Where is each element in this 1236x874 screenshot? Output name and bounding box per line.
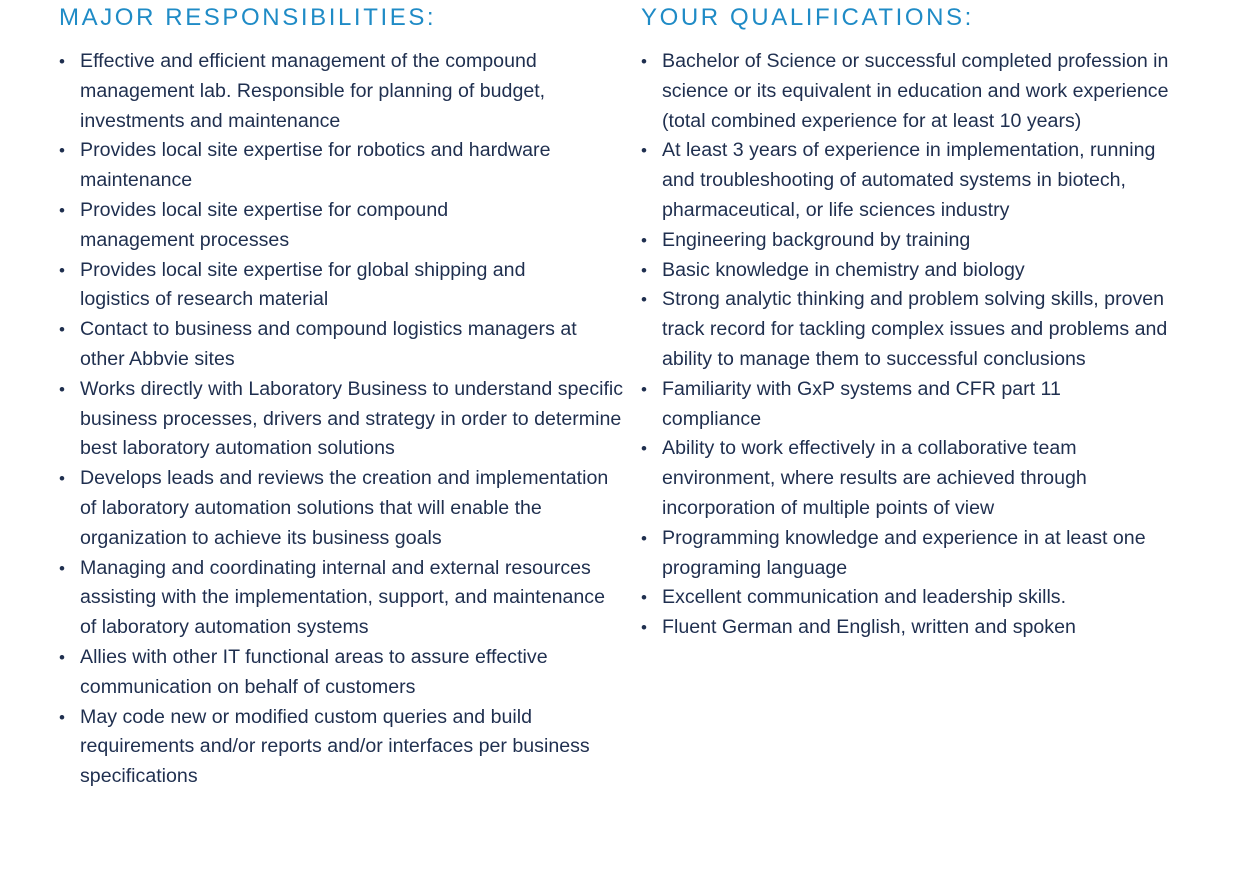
responsibilities-section: [59, 0, 624, 792]
bullet-icon: •: [641, 290, 647, 310]
bullet-icon: •: [59, 52, 65, 71]
responsibilities-list: [59, 47, 624, 792]
qualifications-list: [641, 47, 1201, 643]
list-item-text: Provides local site expertise for global shipping and logistics of research material: [80, 258, 526, 311]
list-item: [641, 613, 1207, 643]
bullet-icon: •: [641, 439, 647, 459]
list-item: [59, 196, 520, 256]
bullet-icon: •: [59, 320, 65, 340]
list-item: [641, 47, 1207, 136]
bullet-icon: •: [59, 707, 65, 727]
list-item: [59, 464, 625, 553]
qualifications-section: [641, 0, 1201, 643]
list-item-text: May code new or modified custom queries and build requirements and/or reports and/or interfaces per business specifications: [80, 705, 590, 788]
bullet-icon: •: [59, 469, 65, 489]
list-item: [641, 583, 1207, 613]
list-item-text: Programming knowledge and experience in at least one programing language: [662, 526, 1146, 579]
list-item-text: Contact to business and compound logistics managers at other Abbvie sites: [80, 318, 577, 370]
bullet-icon: •: [641, 588, 647, 608]
bullet-icon: •: [59, 558, 65, 578]
list-item-text: At least 3 years of experience in implementation, running and troubleshooting of automated systems in biotech, pharmaceutical, or life sciences industry: [662, 139, 1156, 221]
responsibilities-heading: MAJOR RESPONSIBILITIES:: [59, 4, 437, 31]
list-item-text: Provides local site expertise for robotics and hardware maintenance: [80, 139, 551, 192]
bullet-icon: •: [59, 200, 65, 220]
list-item: [59, 136, 625, 196]
bullet-icon: •: [59, 647, 65, 667]
qualifications-heading: YOUR QUALIFICATIONS:: [641, 4, 974, 31]
list-item: [641, 136, 1182, 225]
bullet-icon: •: [641, 52, 647, 71]
list-item: [641, 285, 1172, 374]
list-item-text: Bachelor of Science or successful completed profession in science or its equivalent in education and work experience (total combined experience for at least 10 years): [662, 50, 1169, 132]
list-item-text: Ability to work effectively in a collaborative team environment, where results are achieved through incorporation of multiple points of view: [662, 437, 1087, 519]
list-item-text: Effective and efficient management of the compound management lab. Responsible for planning of budget, investments and maintenance: [80, 50, 546, 132]
list-item-text: Works directly with Laboratory Business to understand specific business processes, drivers and strategy in order to determine best laboratory automation solutions: [80, 377, 624, 460]
list-item: [59, 47, 600, 136]
list-item: [59, 643, 625, 703]
list-item: [59, 375, 625, 464]
list-item-text: Managing and coordinating internal and external resources assisting with the implementation, support, and maintenance of laboratory automation systems: [80, 556, 605, 639]
list-item: [641, 375, 1132, 435]
list-item: [641, 434, 1172, 523]
list-item-text: Provides local site expertise for compound management processes: [80, 198, 449, 251]
bullet-icon: •: [641, 379, 647, 399]
list-item-text: Excellent communication and leadership skills.: [662, 586, 1067, 609]
list-item-text: Strong analytic thinking and problem solving skills, proven track record for tackling complex issues and problems and ability to manage them to successful conclusions: [662, 288, 1168, 370]
bullet-icon: •: [59, 379, 65, 399]
bullet-icon: •: [641, 141, 647, 161]
bullet-icon: •: [641, 260, 647, 280]
list-item: [641, 226, 1207, 256]
list-item-text: Engineering background by training: [662, 228, 971, 251]
bullet-icon: •: [59, 141, 65, 161]
bullet-icon: •: [641, 618, 647, 638]
list-item: [59, 554, 625, 643]
list-item-text: Allies with other IT functional areas to assure effective communication on behalf of customers: [80, 645, 548, 698]
list-item: [59, 256, 600, 316]
list-item-text: Develops leads and reviews the creation and implementation of laboratory automation solutions that will enable the organization to achieve its business goals: [80, 467, 609, 549]
list-item: [59, 703, 625, 792]
list-item-text: Familiarity with GxP systems and CFR part 11 compliance: [662, 377, 1061, 430]
list-item: [641, 256, 1207, 286]
list-item-text: Fluent German and English, written and spoken: [662, 616, 1076, 639]
bullet-icon: •: [641, 230, 647, 250]
bullet-icon: •: [641, 528, 647, 548]
list-item-text: Basic knowledge in chemistry and biology: [662, 258, 1025, 281]
list-item: [59, 315, 625, 375]
list-item: [641, 524, 1182, 584]
bullet-icon: •: [59, 260, 65, 280]
